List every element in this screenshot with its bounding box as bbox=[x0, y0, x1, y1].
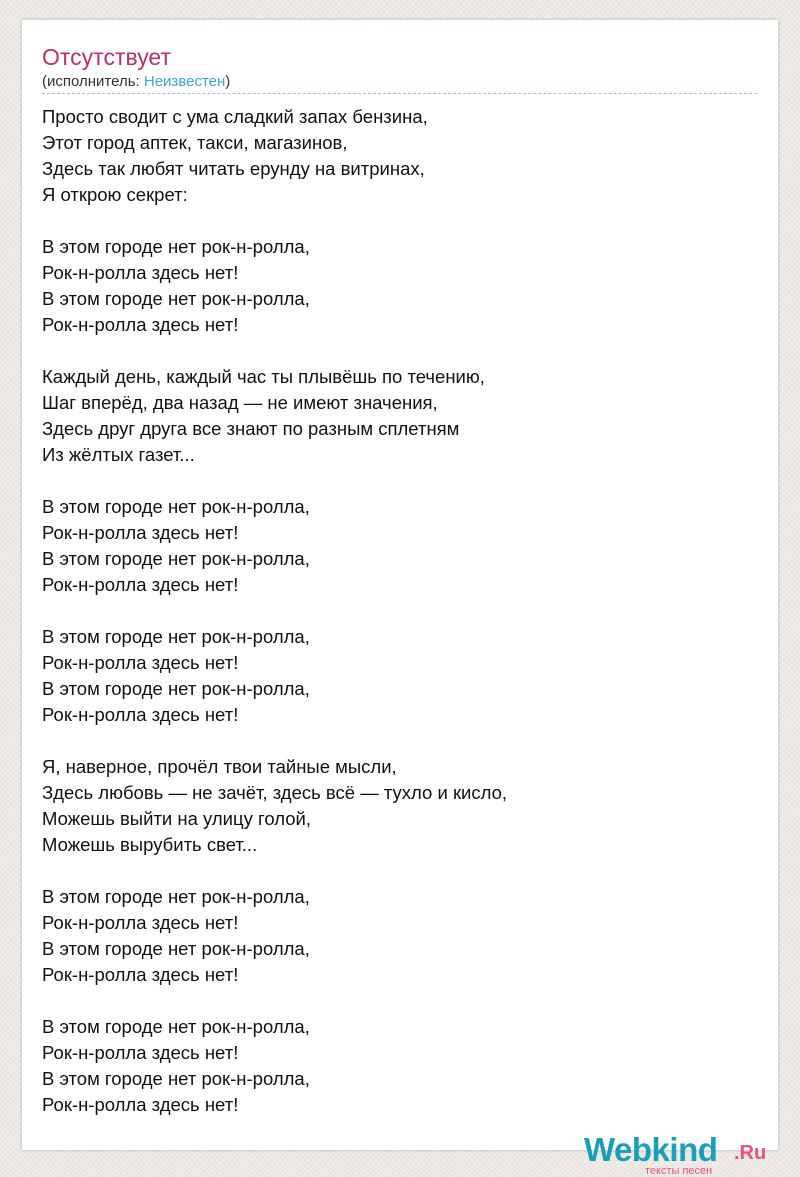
song-title: Отсутствует bbox=[42, 44, 171, 70]
lyric-line: Этот город аптек, такси, магазинов, bbox=[42, 132, 348, 153]
lyric-line: Рок-н-ролла здесь нет! bbox=[42, 262, 239, 283]
lyric-line: Каждый день, каждый час ты плывёшь по течению, bbox=[42, 366, 485, 387]
lyric-line: Рок-н-ролла здесь нет! bbox=[42, 314, 239, 335]
lyric-line: Я открою секрет: bbox=[42, 184, 188, 205]
logo-tld: .Ru bbox=[734, 1142, 767, 1164]
artist-link[interactable]: Неизвестен bbox=[143, 73, 226, 90]
lyrics-stanza bbox=[42, 754, 757, 858]
lyric-line: Рок-н-ролла здесь нет! bbox=[42, 1094, 239, 1115]
lyric-line: Рок-н-ролла здесь нет! bbox=[42, 522, 239, 543]
lyric-line: В этом городе нет рок-н-ролла, bbox=[42, 626, 310, 647]
lyric-line: Из жёлтых газет... bbox=[42, 444, 195, 465]
logo-tagline: тексты песен bbox=[645, 1165, 713, 1177]
lyrics-stanza bbox=[42, 624, 757, 728]
lyric-line: В этом городе нет рок-н-ролла, bbox=[42, 236, 310, 257]
lyrics-card bbox=[22, 20, 778, 1150]
lyric-line: Рок-н-ролла здесь нет! bbox=[42, 964, 239, 985]
lyric-line: Рок-н-ролла здесь нет! bbox=[42, 912, 239, 933]
lyrics-stanza bbox=[42, 104, 757, 208]
lyric-line: В этом городе нет рок-н-ролла, bbox=[42, 1016, 310, 1037]
lyric-line: Можешь выйти на улицу голой, bbox=[42, 808, 311, 829]
lyric-line: В этом городе нет рок-н-ролла, bbox=[42, 886, 310, 907]
lyrics-stanza bbox=[42, 494, 757, 598]
lyric-line: Здесь любовь — не зачёт, здесь всё — тухло и кисло, bbox=[42, 782, 508, 803]
lyric-line: В этом городе нет рок-н-ролла, bbox=[42, 548, 310, 569]
artist-suffix: ) bbox=[225, 73, 231, 90]
lyrics-stanza bbox=[42, 364, 757, 468]
lyric-line: В этом городе нет рок-н-ролла, bbox=[42, 288, 310, 309]
webkind-logo bbox=[584, 1131, 774, 1177]
lyric-line: В этом городе нет рок-н-ролла, bbox=[42, 1068, 310, 1089]
lyric-line: Просто сводит с ума сладкий запах бензина, bbox=[42, 106, 428, 127]
lyric-line: Я, наверное, прочёл твои тайные мысли, bbox=[42, 756, 397, 777]
lyric-line: Рок-н-ролла здесь нет! bbox=[42, 704, 239, 725]
lyrics-stanza bbox=[42, 884, 757, 988]
lyric-line: В этом городе нет рок-н-ролла, bbox=[42, 678, 310, 699]
lyric-line: Можешь вырубить свет... bbox=[42, 834, 258, 855]
lyric-line: Рок-н-ролла здесь нет! bbox=[42, 574, 239, 595]
lyric-line: В этом городе нет рок-н-ролла, bbox=[42, 938, 310, 959]
lyric-line: Рок-н-ролла здесь нет! bbox=[42, 652, 239, 673]
lyric-line: Здесь так любят читать ерунду на витринах, bbox=[42, 158, 425, 179]
lyric-line: В этом городе нет рок-н-ролла, bbox=[42, 496, 310, 517]
divider bbox=[42, 93, 757, 94]
artist-line bbox=[42, 73, 230, 91]
lyrics-stanza bbox=[42, 234, 757, 338]
lyric-line: Шаг вперёд, два назад — не имеют значения, bbox=[42, 392, 438, 413]
logo-wordmark: Webkind bbox=[584, 1131, 718, 1168]
lyric-line: Здесь друг друга все знают по разным сплетням bbox=[42, 418, 460, 439]
lyrics-stanza bbox=[42, 1014, 757, 1118]
artist-prefix: (исполнитель: bbox=[42, 73, 144, 90]
lyrics-text bbox=[42, 104, 757, 1144]
lyric-line: Рок-н-ролла здесь нет! bbox=[42, 1042, 239, 1063]
